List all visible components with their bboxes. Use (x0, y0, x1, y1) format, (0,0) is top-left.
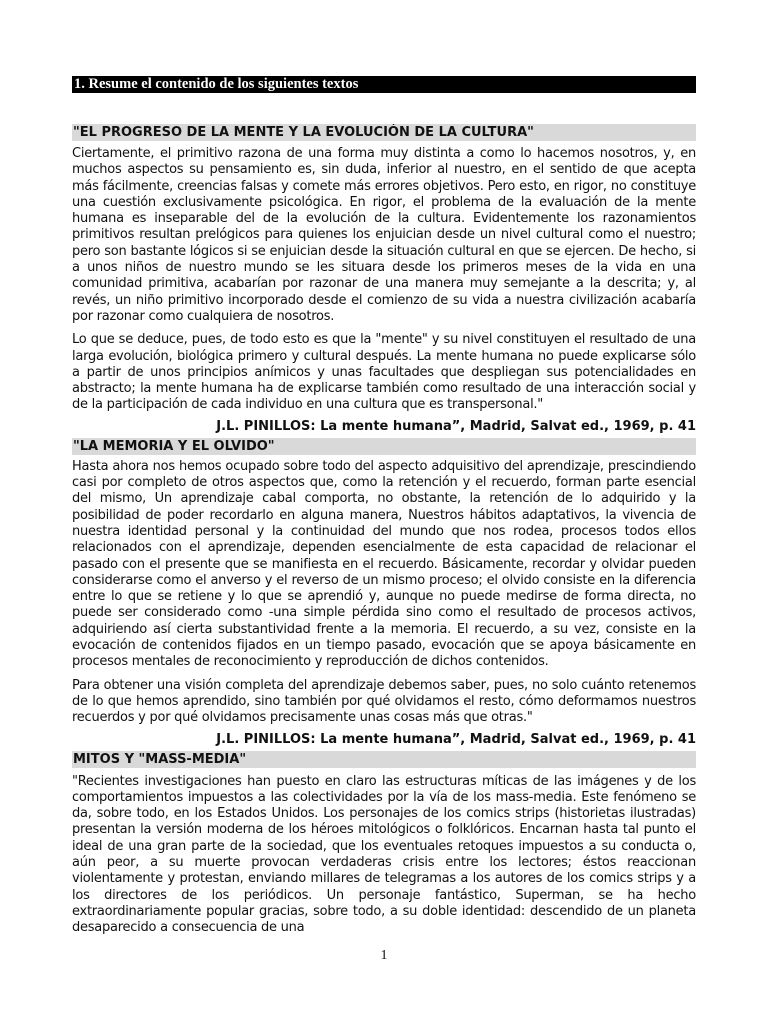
main-heading: 1. Resume el contenido de los siguientes textos (72, 76, 696, 93)
paragraph: "Recientes investigaciones han puesto en claro las estructuras míticas de las imágenes y de los comportamientos impuestos a las colectividades por la vía de los mass-media. Este fenómeno se da, sobre todo, en los Estados Unidos. Los personajes de los comics strips (historietas ilustradas) presentan la versión moderna de los héroes mitológicos o folklóricos. Encarnan hasta tal punto el ideal de una gran parte de la sociedad, que los eventuales retoques impuestos a su conducta o, aún peor, a su muerte provocan verdaderas crisis entre los lectores; éstos reaccionan violentamente y protestan, enviando millares de telegramas a los autores de los comics strips y a los directores de los periódicos. Un personaje fantástico, Superman, se ha hecho extraordinariamente popular gracias, sobre todo, a su doble identidad: descendido de un planeta desaparecido a consecuencia de una (72, 773, 696, 936)
page-number: 1 (380, 948, 388, 963)
section-title: "LA MEMORIA Y EL OLVIDO" (72, 438, 696, 455)
section-title: "EL PROGRESO DE LA MENTE Y LA EVOLUCIÓN DE LA CULTURA" (72, 124, 696, 141)
paragraph: Hasta ahora nos hemos ocupado sobre todo del aspecto adquisitivo del aprendizaje, prescindiendo casi por completo de otros aspectos que, como la retención y el recuerdo, forman parte esencial del mismo, Un aprendizaje cabal comporta, no obstante, la retención de lo adquirido y la posibilidad de poder recordarlo en alguna manera, Nuestros hábitos adaptativos, la vivencia de nuestra identidad personal y la continuidad del mundo que nos rodea, procesos todos ellos relacionados con el aprendizaje, dependen esencialmente de esta capacidad de relacionar el pasado con el presente que se manifiesta en el recuerdo. Básicamente, recordar y olvidar pueden considerarse como el anverso y el reverso de un mismo proceso; el olvido consiste en la diferencia entre lo que se retiene y lo que se aprendió y, aunque no puede medirse de forma directa, no puede ser considerado como -una simple pérdida sino como el resultado de procesos activos, adquiriendo así cierta substantividad frente a la memoria. El recuerdo, a su vez, consiste en la evocación de contenidos fijados en un tiempo pasado, evocación que se apoya básicamente en procesos mentales de reconocimiento y reproducción de dichos contenidos. (72, 458, 696, 670)
document-page (72, 76, 696, 936)
paragraph: Ciertamente, el primitivo razona de una forma muy distinta a como lo hacemos nosotros, y, en muchos aspectos su pensamiento es, sin duda, inferior al nuestro, en el sentido de que acepta más fácilmente, creencias falsas y comete más errores objetivos. Pero esto, en rigor, no constituye una cuestión exclusivamente psicológica. En rigor, el problema de la evaluación de la mente humana es inseparable del de la evolución de la cultura. Evidentemente los razonamientos primitivos resultan prelógicos para quienes los enjuician desde un nivel cultural como el nuestro; pero son bastante lógicos si se enjuician desde la situación cultural en que se ejercen. De hecho, si a unos niños de nuestro mundo se les situara desde los primeros meses de la vida en una comunidad primitiva, acabarían por razonar de una manera muy semejante a la descrita; y, al revés, un niño primitivo incorporado desde el comienzo de su vida a nuestra civilización acabaría por razonar como cualquiera de nosotros. (72, 146, 696, 324)
citation: J.L. PINILLOS: La mente humana”, Madrid, Salvat ed., 1969, p. 41 (216, 731, 696, 747)
section-progreso-mente (72, 124, 696, 435)
paragraph: Lo que se deduce, pues, de todo esto es que la "mente" y su nivel constituyen el resultado de una larga evolución, biológica primero y cultural después. La mente humana no puede explicarse sólo a partir de unos principios anímicos y unas facultades que despliegan sus potencialidades en abstracto; la mente humana ha de explicarse también como resultado de una interacción social y de la participación de cada individuo en una cultura que es transpersonal." (72, 332, 696, 413)
section-memoria-olvido (72, 438, 696, 748)
section-mitos-mass-media (72, 751, 696, 937)
citation: J.L. PINILLOS: La mente humana”, Madrid, Salvat ed., 1969, p. 41 (216, 418, 696, 434)
paragraph: Para obtener una visión completa del aprendizaje debemos saber, pues, no solo cuánto retenemos de lo que hemos aprendido, sino también por qué olvidamos el resto, cómo deformamos nuestros recuerdos y por qué olvidamos precisamente unas cosas más que otras." (72, 677, 696, 726)
section-title: MITOS Y "MASS-MEDIA" (72, 751, 696, 768)
